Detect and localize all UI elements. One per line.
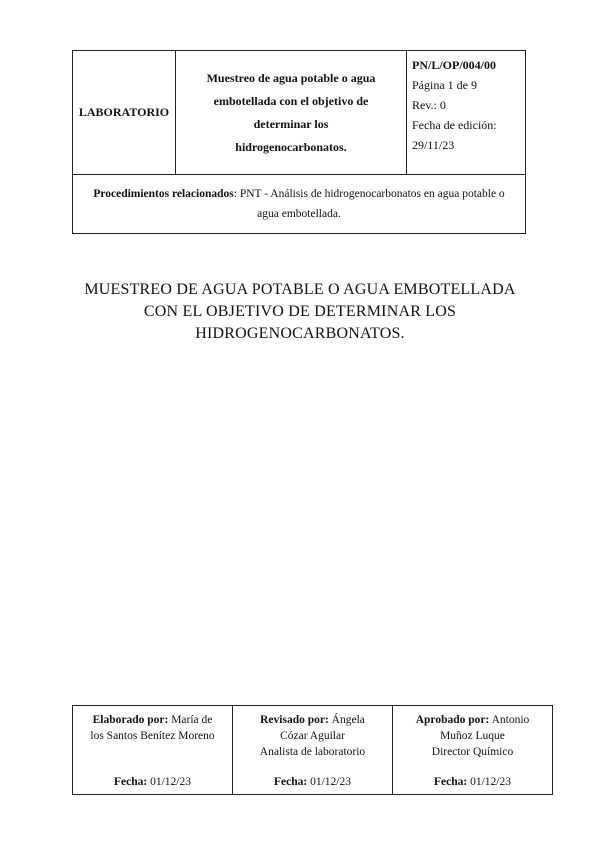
related-procedures-text-2: agua embotellada. (257, 208, 341, 220)
related-procedures-label: Procedimientos relacionados (93, 188, 234, 200)
lab-cell (73, 51, 176, 175)
signature-elaborado (73, 706, 233, 795)
aprobado-date-label: Fecha: (434, 776, 468, 788)
revisado-role: Analista de laboratorio (259, 746, 366, 758)
revision: Rev.: 0 (412, 98, 446, 112)
revisado-date: 01/12/23 (307, 776, 351, 788)
document-title (60, 279, 540, 345)
elaborado-name: María de (168, 714, 213, 726)
header-title-line: embotellada con el objetivo de (213, 93, 369, 108)
document-title-line: MUESTREO DE AGUA POTABLE O AGUA EMBOTELLADA (84, 281, 516, 298)
page-number: Página 1 de 9 (412, 78, 477, 92)
header-title-line: determinar los (253, 116, 329, 131)
header-table (72, 50, 526, 234)
elaborado-date: 01/12/23 (147, 776, 191, 788)
edition-date: 29/11/23 (412, 138, 455, 152)
document-title-line: HIDROGENOCARBONATOS. (195, 325, 405, 342)
edition-date-label: Fecha de edición: (412, 118, 497, 132)
revisado-name: Ángela (328, 714, 365, 726)
revisado-date-label: Fecha: (274, 776, 308, 788)
signature-table (72, 705, 553, 795)
header-title-cell (176, 51, 407, 175)
signature-aprobado (393, 706, 553, 795)
revisado-label: Revisado por: (260, 714, 329, 726)
signature-revisado (233, 706, 393, 795)
aprobado-name: Antonio (489, 714, 530, 726)
related-procedures-cell (73, 175, 526, 234)
document-code: PN/L/OP/004/00 (412, 58, 496, 72)
header-title-line: hidrogenocarbonatos. (235, 139, 347, 154)
elaborado-name-2: los Santos Benítez Moreno (90, 730, 215, 742)
revisado-name-2: Cózar Aguilar (280, 730, 345, 742)
header-title-line: Muestreo de agua potable o agua (206, 70, 376, 85)
aprobado-name-2: Muñoz Luque (440, 730, 505, 742)
aprobado-role: Director Químico (431, 746, 514, 758)
elaborado-date-label: Fecha: (114, 776, 148, 788)
aprobado-label: Aprobado por: (415, 714, 490, 726)
document-title-line: CON EL OBJETIVO DE DETERMINAR LOS (143, 303, 457, 320)
elaborado-label: Elaborado por: (92, 714, 169, 726)
lab-label: LABORATORIO (78, 105, 170, 119)
document-meta-cell (407, 51, 526, 175)
related-procedures-text: : PNT - Análisis de hidrogenocarbonatos en agua potable o (233, 188, 505, 200)
aprobado-date: 01/12/23 (467, 776, 511, 788)
